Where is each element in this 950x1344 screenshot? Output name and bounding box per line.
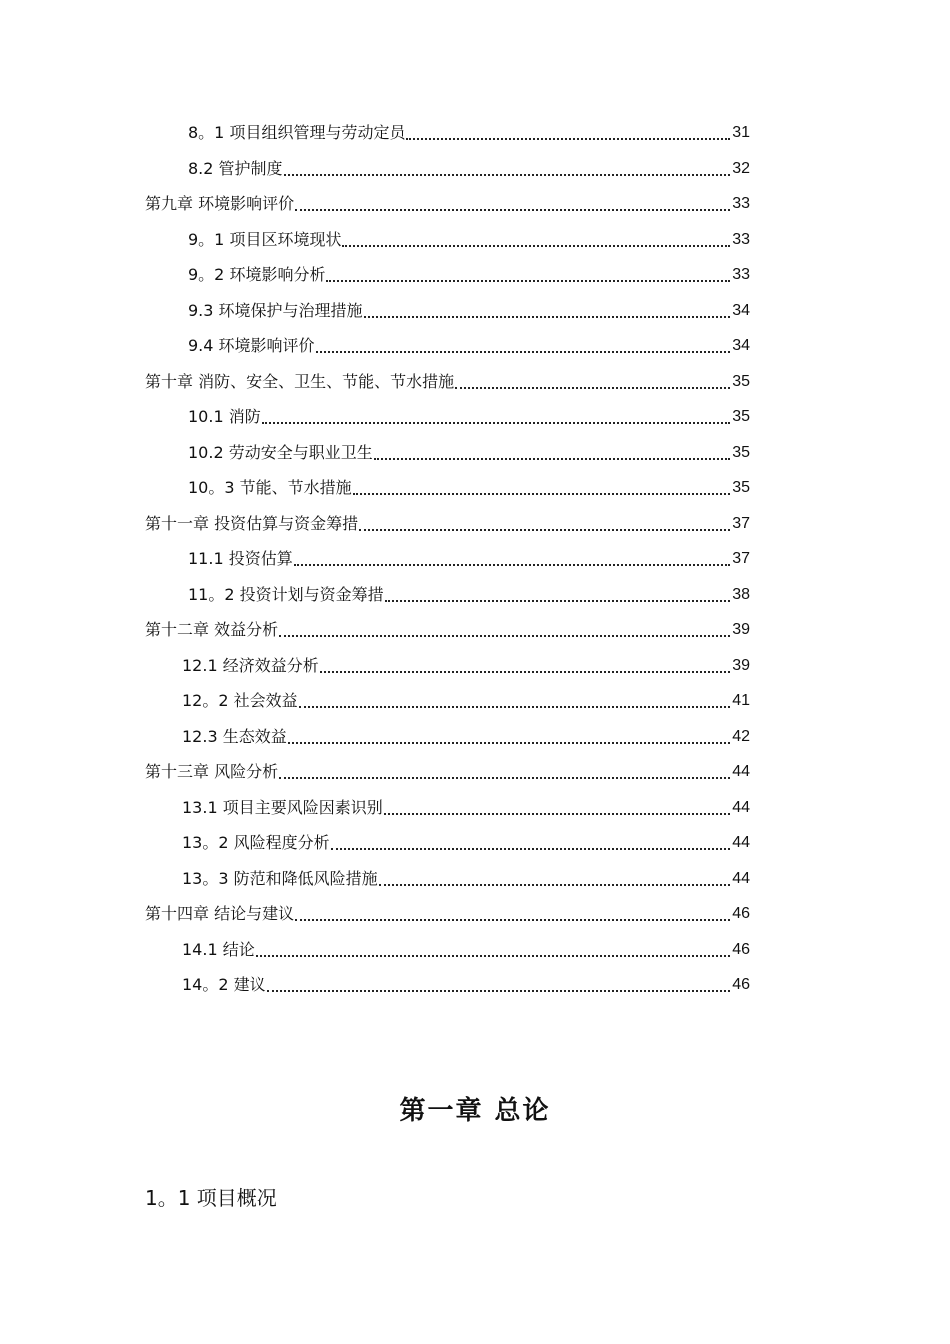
toc-page-number: 37 — [732, 514, 750, 532]
toc-page-number: 44 — [732, 834, 750, 851]
toc-entry[interactable] — [145, 899, 750, 925]
toc-entry-title: 10.2 劳动安全与职业卫生 — [188, 442, 373, 462]
toc-dot-leader — [262, 410, 730, 424]
toc-dot-leader — [331, 836, 731, 850]
toc-entry-title: 10。3 节能、节水措施 — [188, 478, 352, 497]
toc-page-number: 33 — [732, 230, 750, 248]
toc-dot-leader — [316, 339, 731, 353]
toc-dot-leader — [284, 162, 731, 176]
toc-dot-leader — [364, 304, 731, 318]
toc-entry[interactable] — [188, 154, 750, 180]
section-heading: 1。1 项目概况 — [145, 1186, 277, 1210]
toc-entry-title: 12.3 生态效益 — [182, 726, 287, 746]
toc-dot-leader — [353, 481, 731, 495]
toc-dot-leader — [288, 730, 730, 744]
toc-entry[interactable] — [188, 331, 750, 357]
toc-entry[interactable] — [182, 935, 750, 961]
toc-entry-title: 8.2 管护制度 — [188, 158, 283, 178]
toc-entry-title: 9.4 环境影响评价 — [188, 336, 315, 355]
toc-entry-title: 第十四章 结论与建议 — [145, 904, 295, 923]
toc-page-number: 35 — [732, 408, 750, 425]
toc-entry-title: 9。2 环境影响分析 — [188, 265, 326, 284]
toc-dot-leader — [406, 126, 730, 140]
toc-page-number: 41 — [732, 692, 750, 709]
toc-entry[interactable] — [182, 793, 750, 819]
toc-entry[interactable] — [188, 402, 750, 428]
toc-page-number: 38 — [732, 585, 750, 603]
toc-entry[interactable] — [188, 118, 750, 144]
toc-page-number: 32 — [732, 159, 750, 177]
toc-dot-leader — [374, 446, 730, 460]
toc-dot-leader — [279, 623, 730, 637]
toc-dot-leader — [294, 552, 730, 566]
toc-entry-title: 9.3 环境保护与治理措施 — [188, 300, 363, 320]
toc-entry-title: 12.1 经济效益分析 — [182, 655, 319, 675]
toc-page-number: 39 — [732, 621, 750, 638]
toc-entry-title: 8。1 项目组织管理与劳动定员 — [188, 123, 406, 142]
toc-entry-title: 9。1 项目区环境现状 — [188, 229, 342, 249]
toc-entry[interactable] — [145, 509, 750, 535]
toc-entry-title: 13.1 项目主要风险因素识别 — [182, 797, 383, 817]
toc-dot-leader — [384, 801, 730, 815]
toc-dot-leader — [326, 268, 730, 282]
toc-page-number: 33 — [732, 266, 750, 283]
toc-entry[interactable] — [188, 225, 750, 251]
toc-entry[interactable] — [188, 438, 750, 464]
toc-entry[interactable] — [145, 757, 750, 783]
toc-page-number: 34 — [732, 337, 750, 354]
toc-entry-title: 11。2 投资计划与资金筹措 — [188, 584, 384, 604]
toc-dot-leader — [299, 694, 731, 708]
toc-entry[interactable] — [182, 864, 750, 890]
toc-entry[interactable] — [188, 260, 750, 286]
toc-entry[interactable] — [145, 615, 750, 641]
toc-entry[interactable] — [188, 580, 750, 606]
toc-entry-title: 14。2 建议 — [182, 975, 266, 994]
toc-dot-leader — [256, 943, 730, 957]
toc-dot-leader — [295, 907, 730, 921]
toc-entry[interactable] — [188, 296, 750, 322]
toc-entry[interactable] — [182, 970, 750, 996]
toc-entry-title: 第十二章 效益分析 — [145, 620, 279, 639]
toc-page-number: 44 — [732, 763, 750, 780]
toc-entry[interactable] — [182, 651, 750, 677]
toc-page-number: 44 — [732, 798, 750, 816]
toc-page-number: 46 — [732, 905, 750, 922]
toc-dot-leader — [267, 978, 731, 992]
toc-entry-title: 第九章 环境影响评价 — [145, 194, 295, 213]
toc-dot-leader — [455, 375, 730, 389]
toc-dot-leader — [379, 872, 731, 886]
toc-page-number: 39 — [732, 656, 750, 674]
toc-entry-title: 12。2 社会效益 — [182, 691, 298, 710]
toc-entry-title: 14.1 结论 — [182, 939, 255, 959]
toc-entry[interactable] — [145, 367, 750, 393]
toc-page-number: 34 — [732, 301, 750, 319]
toc-page-number: 42 — [732, 727, 750, 745]
toc-page-number: 35 — [732, 443, 750, 461]
toc-page-number: 35 — [732, 479, 750, 496]
toc-entry-title: 13。3 防范和降低风险措施 — [182, 868, 378, 888]
toc-page-number: 44 — [732, 869, 750, 887]
toc-dot-leader — [320, 659, 730, 673]
toc-page-number: 35 — [732, 372, 750, 390]
toc-dot-leader — [295, 197, 730, 211]
toc-entry[interactable] — [188, 544, 750, 570]
toc-page-number: 31 — [732, 124, 750, 141]
toc-dot-leader — [359, 517, 730, 531]
toc-page-number: 37 — [732, 550, 750, 567]
toc-dot-leader — [279, 765, 730, 779]
toc-entry[interactable] — [145, 189, 750, 215]
toc-entry-title: 11.1 投资估算 — [188, 549, 293, 568]
toc-page-number: 46 — [732, 976, 750, 993]
toc-page-number: 33 — [732, 195, 750, 212]
toc-entry[interactable] — [188, 473, 750, 499]
chapter-title: 第一章 总论 — [399, 1096, 551, 1126]
toc-dot-leader — [342, 233, 730, 247]
toc-entry[interactable] — [182, 722, 750, 748]
toc-page-number: 46 — [732, 940, 750, 958]
toc-entry[interactable] — [182, 828, 750, 854]
toc-entry-title: 10.1 消防 — [188, 407, 261, 426]
toc-entry-title: 13。2 风险程度分析 — [182, 833, 330, 852]
toc-entry-title: 第十章 消防、安全、卫生、节能、节水措施 — [145, 371, 455, 391]
toc-entry[interactable] — [182, 686, 750, 712]
toc-entry-title: 第十一章 投资估算与资金筹措 — [145, 513, 359, 533]
toc-entry-title: 第十三章 风险分析 — [145, 762, 279, 781]
toc-dot-leader — [385, 588, 731, 602]
